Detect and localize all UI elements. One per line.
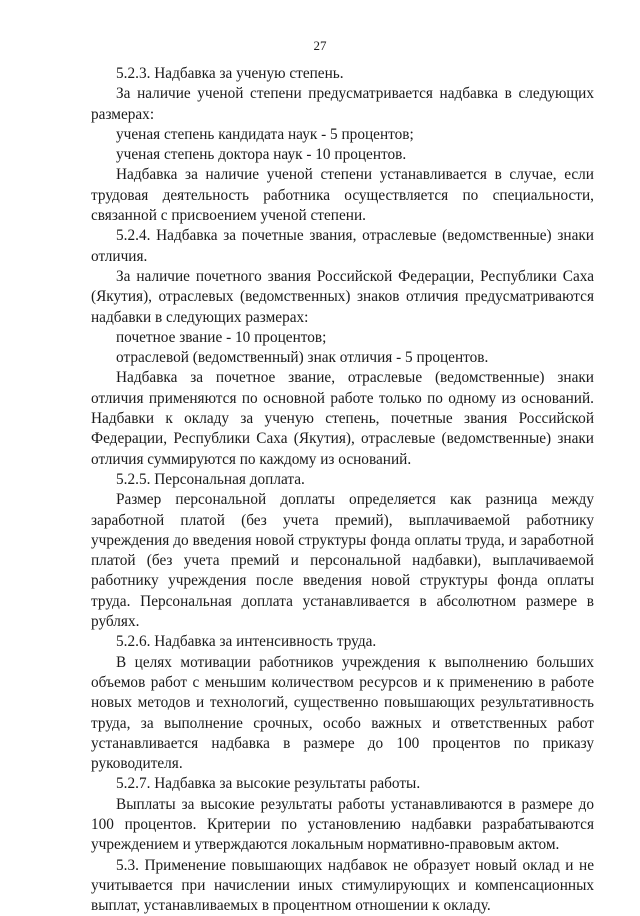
paragraph: За наличие почетного звания Российской Федерации, Республики Саха (Якутия), отраслевых (ведомственных) знаков отличия предусматриваются надбавки в следующих размерах: xyxy=(91,267,594,326)
document-body xyxy=(91,64,594,916)
paragraph: За наличие ученой степени предусматривается надбавка в следующих размерах: xyxy=(91,85,594,123)
paragraph: Выплаты за высокие результаты работы устанавливаются в размере до 100 процентов. Критерии по установлению надбавки разрабатываются учреждением и утверждаются локальным нормативно-правовым актом. xyxy=(91,795,594,854)
paragraph: Надбавка за наличие ученой степени устанавливается в случае, если трудовая деятельность работника осуществляется по специальности, связанной с присвоением ученой степени. xyxy=(91,166,594,225)
paragraph: 5.2.4. Надбавка за почетные звания, отраслевые (ведомственные) знаки отличия. xyxy=(91,227,594,265)
paragraph: В целях мотивации работников учреждения к выполнению больших объемов работ с меньшим количеством ресурсов и к применению в работе новых методов и технологий, существенно повышающих результативность труда, за выполнение срочных, особо важных и ответственных работ устанавливается надбавка в размере до 100 процентов по приказу руководителя. xyxy=(91,653,594,773)
paragraph: 5.2.5. Персональная доплата. xyxy=(116,470,305,488)
paragraph: отраслевой (ведомственный) знак отличия - 5 процентов. xyxy=(116,349,489,367)
paragraph: 5.2.6. Надбавка за интенсивность труда. xyxy=(116,633,377,651)
paragraph: 5.3. Применение повышающих надбавок не образует новый оклад и не учитывается при начислении иных стимулирующих и компенсационных выплат, устанавливаемых в процентном отношении к окладу. xyxy=(91,856,594,915)
paragraph: 5.2.7. Надбавка за высокие результаты работы. xyxy=(116,775,421,793)
paragraph: Надбавка за почетное звание, отраслевые (ведомственные) знаки отличия применяются по основной работе только по одному из оснований. Надбавки к окладу за ученую степень, почетные звания Российской Федерации, Республики Саха (Якутия), отраслевые (ведомственные) знаки отличия суммируются по каждому из оснований. xyxy=(91,369,594,468)
paragraph: почетное звание - 10 процентов; xyxy=(116,328,327,346)
paragraph: 5.2.3. Надбавка за ученую степень. xyxy=(116,65,344,82)
paragraph: ученая степень доктора наук - 10 процентов. xyxy=(116,146,407,164)
paragraph: ученая степень кандидата наук - 5 процентов; xyxy=(116,125,414,143)
page-number: 27 xyxy=(313,38,327,53)
paragraph: Размер персональной доплаты определяется как разница между заработной платой (без учета премий), выплачиваемой работнику учреждения до введения новой структуры фонда оплаты труда, и заработной платой (без учета премий и персональной надбавки), выплачиваемой работнику учреждения после введения новой структуры фонда оплаты труда. Персональная доплата устанавливается в абсолютном размере в рублях. xyxy=(91,491,594,631)
